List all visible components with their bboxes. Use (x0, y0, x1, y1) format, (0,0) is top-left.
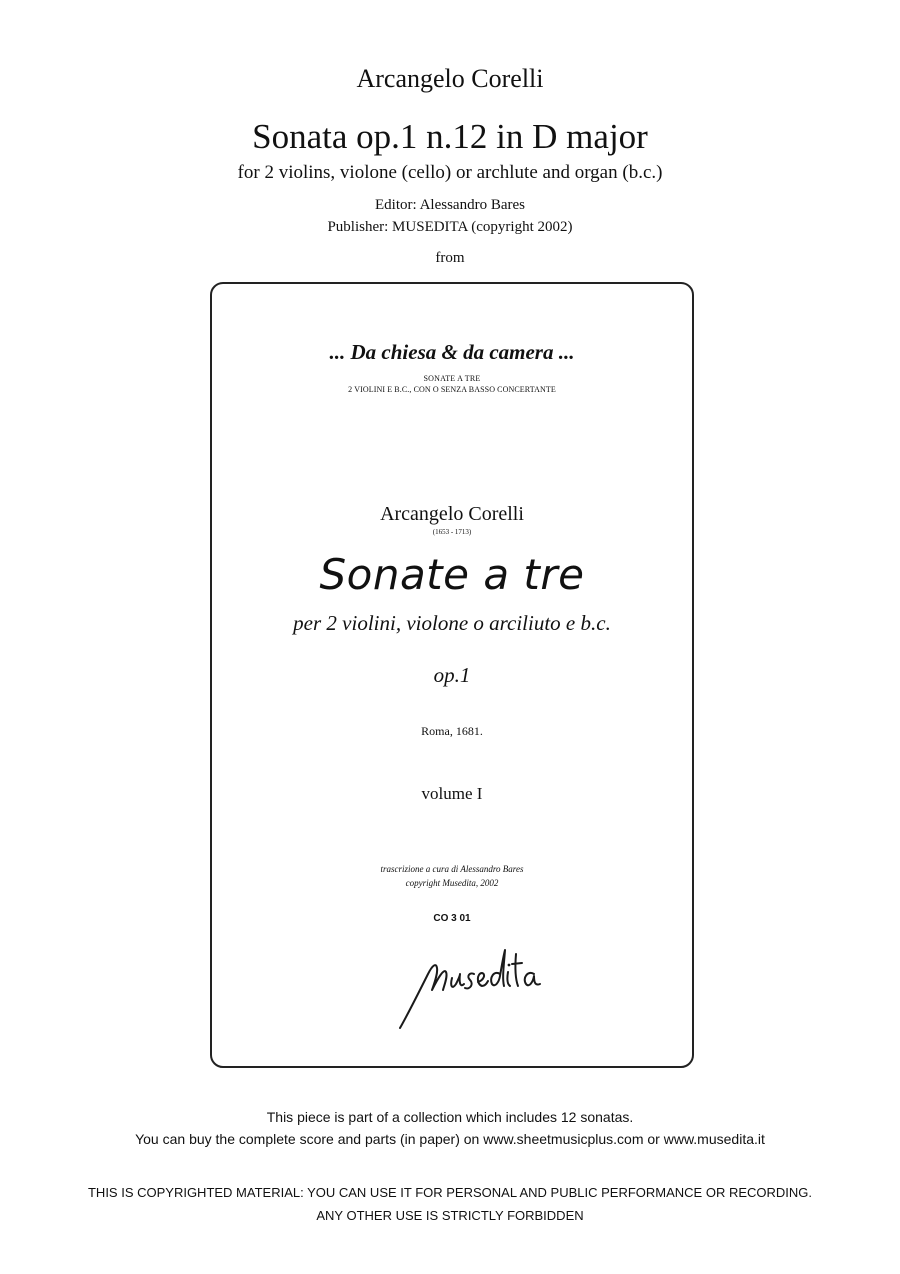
purchase-note: You can buy the complete score and parts (in paper) on www.sheetmusicplus.com or www.musedita.it (135, 1131, 765, 1147)
composer-dates: (1653 - 1713) (432, 528, 472, 536)
cover-title: Sonate a tre (319, 550, 585, 599)
from-label: from (435, 250, 465, 266)
cover-subtitle-line2: 2 VIOLINI E B.C., CON O SENZA BASSO CONCERTANTE (348, 385, 556, 394)
opus-number: op.1 (433, 663, 471, 687)
volume-label: volume I (421, 784, 483, 803)
place-date: Roma, 1681. (421, 724, 483, 738)
cover-composer: Arcangelo Corelli (380, 503, 524, 525)
transcription-credit: trascrizione a cura di Alessandro Bares (380, 864, 524, 874)
collection-note: This piece is part of a collection which includes 12 sonatas. (266, 1109, 634, 1125)
cover-instrumentation: per 2 violini, violone o arciliuto e b.c. (293, 611, 611, 635)
copyright-credit: copyright Musedita, 2002 (405, 878, 499, 888)
catalog-code: CO 3 01 (433, 913, 471, 924)
publisher-credit: Publisher: MUSEDITA (copyright 2002) (327, 219, 573, 235)
cover-frame (210, 282, 694, 1068)
editor-credit: Editor: Alessandro Bares (375, 197, 525, 213)
series-title: ... Da chiesa & da camera ... (329, 340, 575, 364)
copyright-warning-line1: THIS IS COPYRIGHTED MATERIAL: YOU CAN USE IT FOR PERSONAL AND PUBLIC PERFORMANCE OR RECORDING. (87, 1185, 813, 1200)
cover-subtitle-line1: SONATE A TRE (423, 374, 481, 383)
piece-title: Sonata op.1 n.12 in D major (252, 117, 648, 156)
composer-name: Arcangelo Corelli (356, 64, 544, 93)
instrumentation: for 2 violins, violone (cello) or archlute and organ (b.c.) (237, 162, 663, 183)
copyright-warning-line2: ANY OTHER USE IS STRICTLY FORBIDDEN (316, 1208, 584, 1223)
musedita-signature-logo (394, 944, 544, 1034)
